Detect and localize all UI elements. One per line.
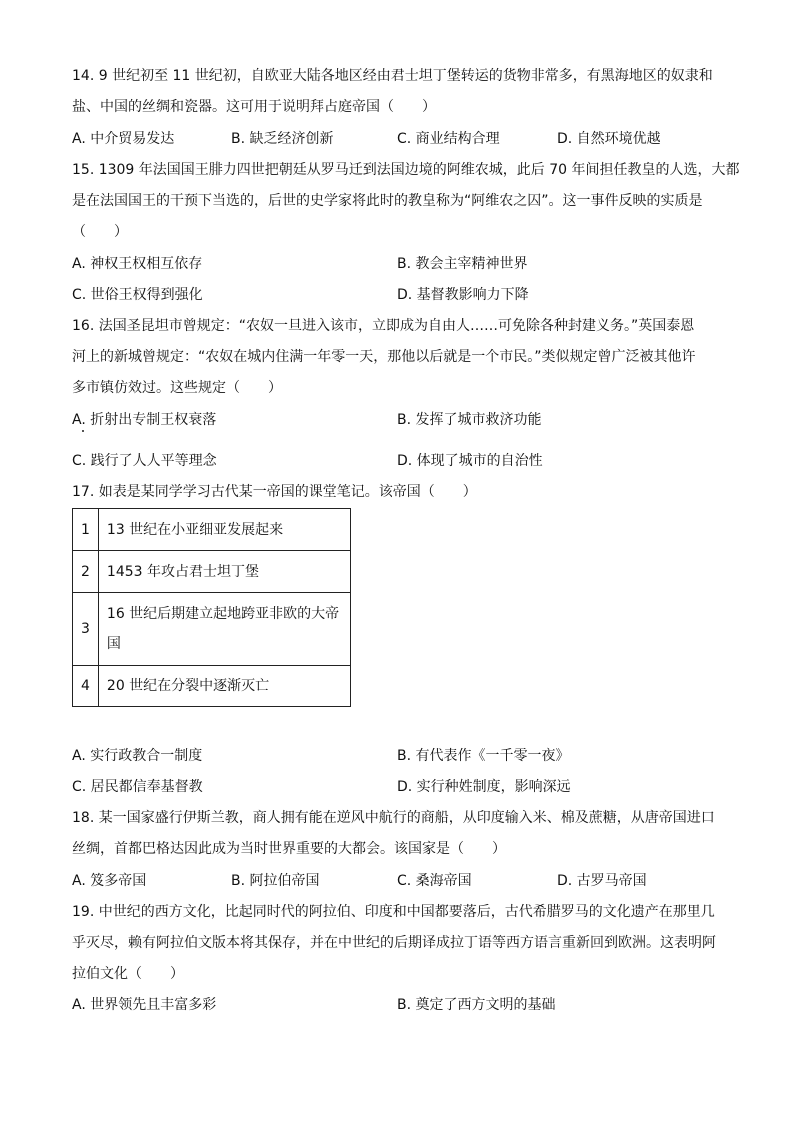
q15-option-a: A. 神权王权相互依存 (72, 256, 203, 272)
q15-option-b: B. 教会主宰精神世界 (397, 256, 528, 272)
q14-stem-line1: 14. 9 世纪初至 11 世纪初，自欧亚大陆各地区经由君士坦丁堡转运的货物非常多，有黑海地区的奴隶和 (72, 68, 713, 84)
table-row (73, 666, 351, 707)
q16-stem-line1: 16. 法国圣昆坦市曾规定：“农奴一旦进入该市，立即成为自由人……可免除各种封建义务。”英国泰恩 (72, 318, 695, 334)
class-notes-table (72, 508, 351, 707)
row-text-line1: 16 世纪后期建立起地跨亚非欧的大帝 (106, 606, 340, 622)
q18-option-b: B. 阿拉伯帝国 (231, 873, 320, 889)
row-text: 1453 年攻占君士坦丁堡 (98, 551, 350, 593)
table-row (73, 551, 351, 593)
q17-option-a: A. 实行政教合一制度 (72, 748, 203, 764)
q19-stem-line1: 19. 中世纪的西方文化，比起同时代的阿拉伯、印度和中国都要落后，古代希腊罗马的文化遗产在那里几 (72, 904, 715, 920)
q17-option-b: B. 有代表作《一千零一夜》 (397, 748, 570, 764)
row-text (98, 593, 350, 666)
q18-stem-line2: 丝绸，首都巴格达因此成为当时世界重要的大都会。该国家是（ ） (72, 841, 506, 857)
q14-option-a: A. 中介贸易发达 (72, 131, 175, 147)
q15-stem-line2: 是在法国国王的干预下当选的，后世的史学家将此时的教皇称为“阿维农之囚”。这一事件反映的实质是 (72, 193, 703, 209)
q16-option-a: A. 折射出专制王权衰落 (72, 412, 217, 428)
q17-option-c: C. 居民都信奉基督教 (72, 779, 203, 795)
q19-option-b: B. 奠定了西方文明的基础 (397, 997, 556, 1013)
q18-option-a: A. 笈多帝国 (72, 873, 147, 889)
q19-option-a: A. 世界领先且丰富多彩 (72, 997, 217, 1013)
row-number: 1 (73, 509, 99, 551)
row-number: 2 (73, 551, 99, 593)
q15-option-c: C. 世俗王权得到强化 (72, 287, 203, 303)
q17-option-d: D. 实行种姓制度，影响深远 (397, 779, 571, 795)
q14-option-d: D. 自然环境优越 (557, 131, 661, 147)
q16-option-c: C. 践行了人人平等理念 (72, 453, 217, 469)
q16-stem-line2: 河上的新城曾规定：“农奴在城内住满一年零一天，那他以后就是一个市民。”类似规定曾广泛被其他许 (72, 349, 696, 365)
q18-stem-line1: 18. 某一国家盛行伊斯兰教，商人拥有能在逆风中航行的商船，从印度输入米、棉及蔗糖，从唐帝国进口 (72, 810, 715, 826)
q16-option-d: D. 体现了城市的自治性 (397, 453, 543, 469)
q15-stem-line3: （ ） (72, 224, 128, 240)
q18-option-d: D. 古罗马帝国 (557, 873, 647, 889)
q14-stem-line2: 盐、中国的丝绸和瓷器。这可用于说明拜占庭帝国（ ） (72, 99, 436, 115)
row-text-line2: 国 (106, 636, 121, 652)
table-row (73, 509, 351, 551)
q17-stem-line1: 17. 如表是某同学学习古代某一帝国的课堂笔记。该帝国（ ） (72, 484, 477, 500)
q16-option-b: B. 发挥了城市救济功能 (397, 412, 542, 428)
q15-option-d: D. 基督教影响力下降 (397, 287, 529, 303)
q14-option-b: B. 缺乏经济创新 (231, 131, 334, 147)
q15-stem-line1: 15. 1309 年法国国王腓力四世把朝廷从罗马迁到法国边境的阿维农城，此后 70 年间担任教皇的人选，大都 (72, 162, 740, 178)
q18-option-c: C. 桑海帝国 (397, 873, 472, 889)
row-number: 3 (73, 593, 99, 666)
q19-stem-line3: 拉伯文化（ ） (72, 966, 184, 982)
q19-stem-line2: 乎灭尽，赖有阿拉伯文版本将其保存，并在中世纪的后期译成拉丁语等西方语言重新回到欧洲。这表明阿 (72, 935, 716, 951)
q14-option-c: C. 商业结构合理 (397, 131, 500, 147)
row-text: 13 世纪在小亚细亚发展起来 (98, 509, 350, 551)
q16-stem-line3: 多市镇仿效过。这些规定（ ） (72, 380, 282, 396)
table-row (73, 593, 351, 666)
row-text: 20 世纪在分裂中逐渐灭亡 (98, 666, 350, 707)
stray-dot (82, 430, 84, 432)
row-number: 4 (73, 666, 99, 707)
